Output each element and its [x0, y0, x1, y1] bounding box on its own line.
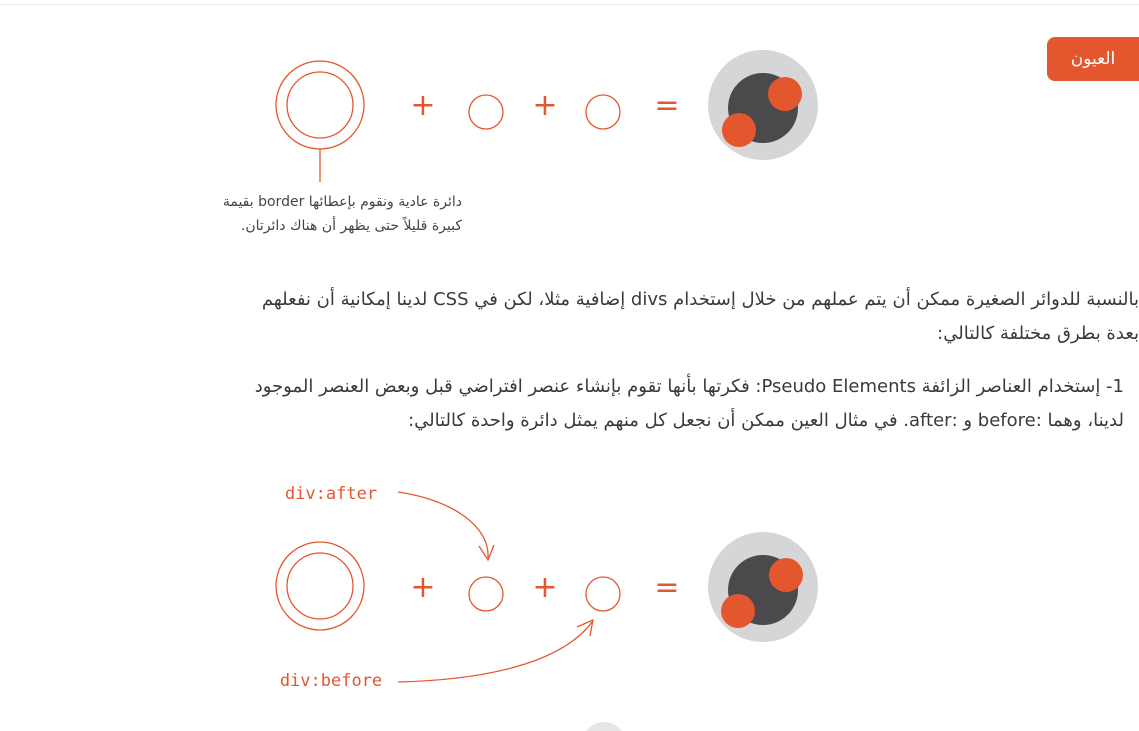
after-arrow [398, 492, 488, 558]
small-circle [469, 95, 503, 129]
big-ring-inner-circle [287, 72, 353, 138]
paragraph-intro [0, 283, 1139, 351]
big-ring-inner-circle [287, 553, 353, 619]
before-label: div:before [279, 671, 383, 691]
plus-sign: + [532, 570, 558, 605]
paragraph-pseudo-elements [0, 370, 1124, 438]
section-badge[interactable]: العيون [1047, 37, 1139, 81]
paragraph-line: 1- إستخدام العناصر الزائفة Pseudo Elements: فكرتها بأنها تقوم بإنشاء عنصر افتراضي قبل وبعض العنصر الموجود [254, 376, 1124, 397]
equals-sign: = [654, 88, 680, 123]
small-circle [469, 577, 503, 611]
before-arrow [398, 622, 592, 682]
eye-highlight-large [769, 558, 803, 592]
small-circle [586, 577, 620, 611]
before-arrowhead [577, 620, 593, 636]
caption-line: كبيرة قليلاً حتى يظهر أن هناك دائرتان. [240, 218, 462, 234]
after-arrowhead [479, 545, 494, 560]
diagram-caption [150, 190, 462, 238]
eye-highlight-small [721, 594, 755, 628]
plus-sign: + [410, 570, 436, 605]
plus-sign: + [410, 88, 436, 123]
diagram-2 [276, 484, 818, 691]
caption-line: دائرة عادية ونقوم بإعطائها border بقيمة [222, 194, 462, 210]
eye-highlight-large [768, 77, 802, 111]
equals-sign: = [654, 570, 680, 605]
big-ring-circle [276, 542, 364, 630]
paragraph-line: بعدة بطرق مختلفة كالتالي: [937, 323, 1139, 344]
eye-highlight-small [722, 113, 756, 147]
paragraph-line: بالنسبة للدوائر الصغيرة ممكن أن يتم عملهم من خلال إستخدام divs إضافية مثلا، لكن في CSS لدينا إمكانية أن نفعلهم [261, 289, 1139, 310]
small-circle [586, 95, 620, 129]
big-ring-circle [276, 61, 364, 149]
paragraph-line: لدينا، وهما :before و :after. في مثال العين ممكن أن نجعل كل منهم يمثل دائرة واحدة كالتالي: [408, 410, 1124, 431]
diagram-1 [276, 50, 818, 182]
plus-sign: + [532, 88, 558, 123]
after-label: div:after [284, 484, 378, 504]
